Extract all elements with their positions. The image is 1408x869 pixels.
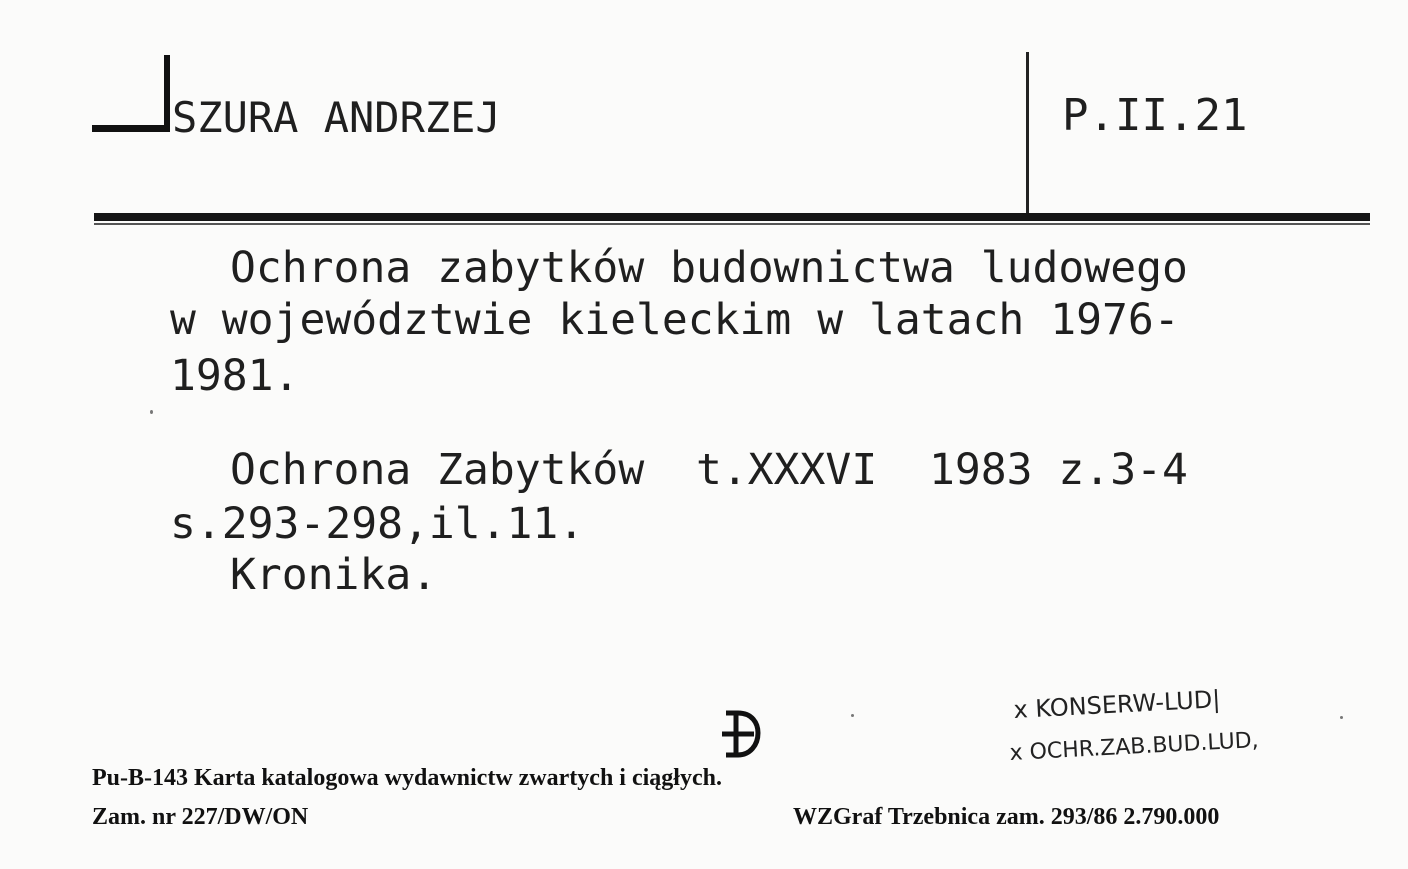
header-rule (94, 213, 1370, 221)
handwritten-line: x KONSERW-LUD| (1012, 685, 1221, 724)
paper-speck (1340, 716, 1343, 719)
source-line: Kronika. (230, 550, 438, 600)
source-line: s.293-298,il.11. (170, 499, 585, 549)
corner-mark-vertical (164, 55, 170, 131)
header-rule-shadow (94, 223, 1370, 225)
handwritten-subject-note (1008, 680, 1368, 772)
order-number: Zam. nr 227/DW/ON (92, 804, 309, 830)
title-line: w województwie kieleckim w latach 1976- (170, 295, 1180, 345)
source-line: Ochrona Zabytków t.XXXVI 1983 z.3-4 (230, 445, 1188, 495)
handwritten-line: x OCHR.ZAB.BUD.LUD, (1009, 727, 1260, 766)
printer-imprint: WZGraf Trzebnica zam. 293/86 2.790.000 (793, 804, 1220, 830)
paper-speck (150, 410, 153, 414)
library-logo-icon (712, 705, 762, 761)
title-line: 1981. (170, 351, 300, 401)
form-identifier: Pu-B-143 Karta katalogowa wydawnictw zwartych i ciągłych. (92, 765, 722, 791)
header-column-divider (1026, 52, 1029, 214)
call-number: P.II.21 (1062, 90, 1248, 141)
corner-mark-horizontal (92, 125, 170, 132)
title-line: Ochrona zabytków budownictwa ludowego (230, 243, 1188, 293)
author-name: SZURA ANDRZEJ (172, 93, 501, 142)
paper-speck (851, 714, 854, 717)
